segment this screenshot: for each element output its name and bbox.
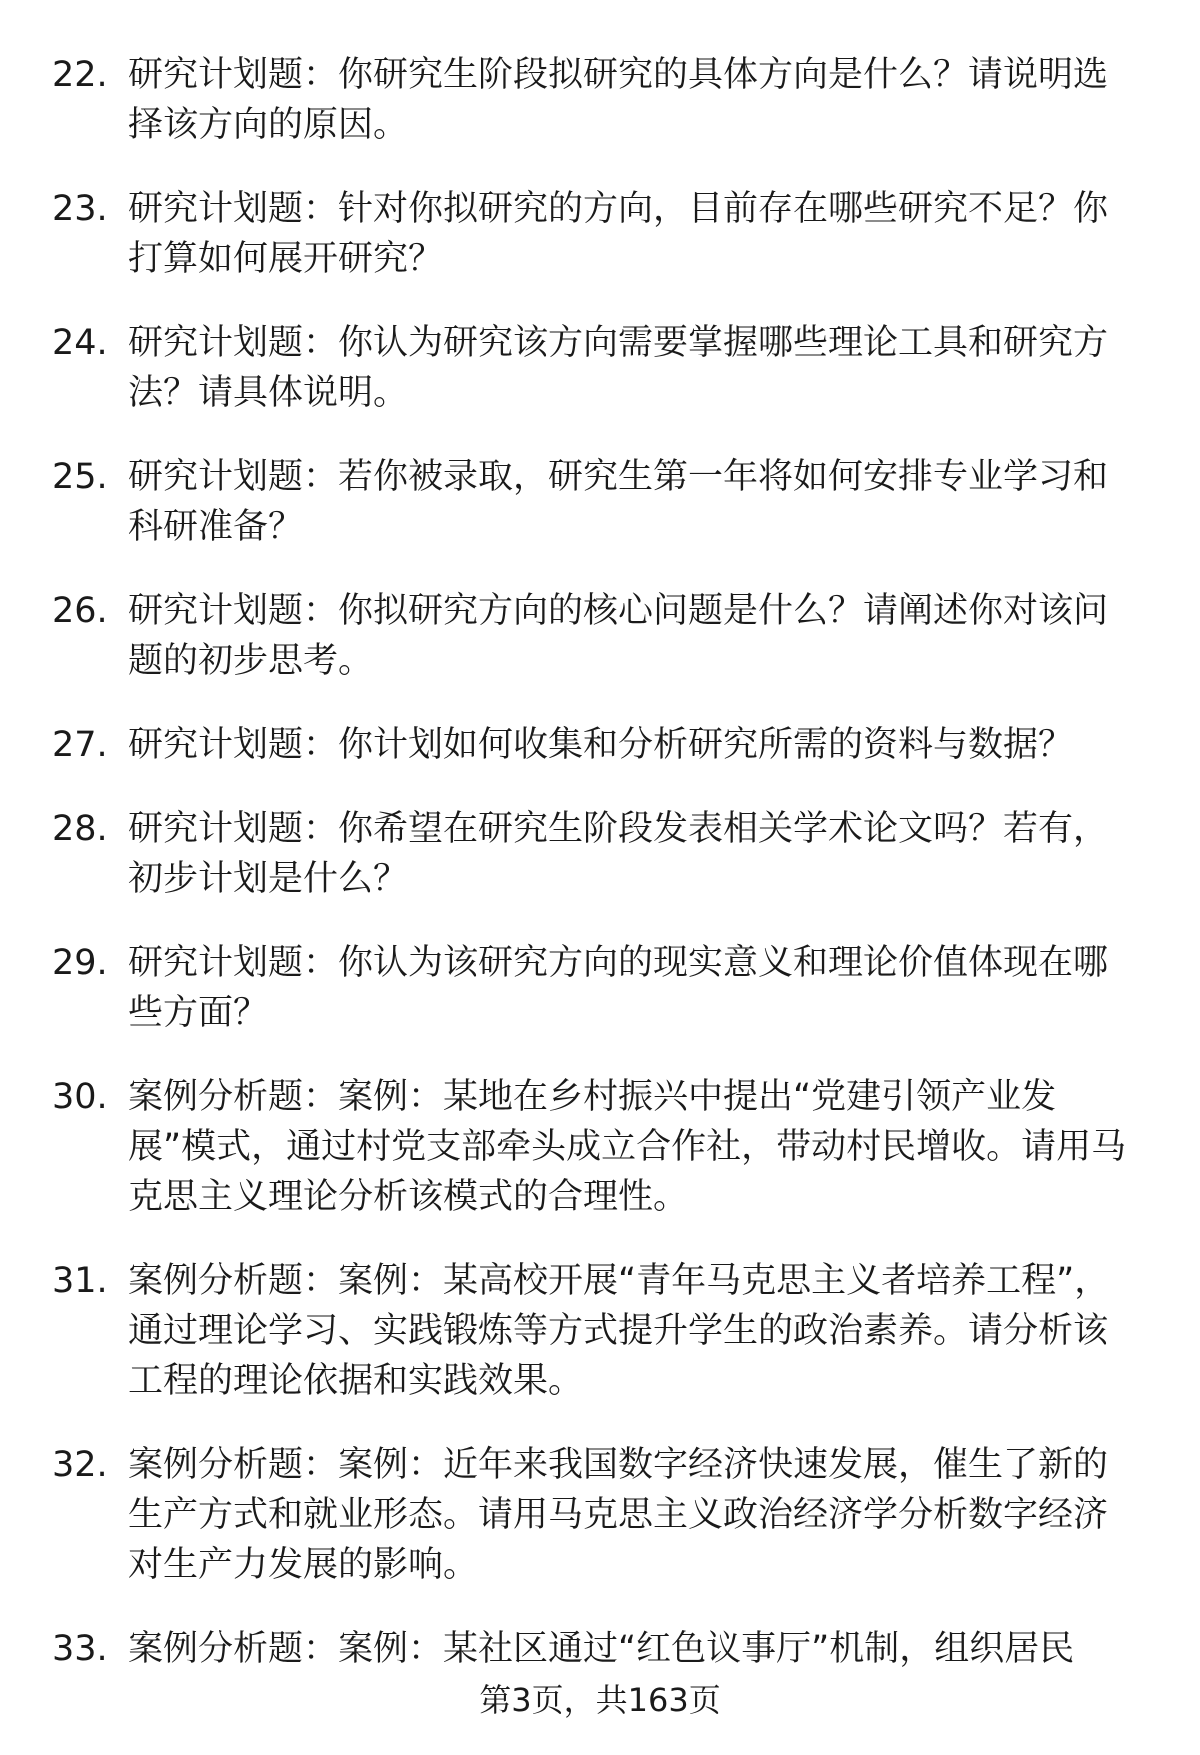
question-number: 31. — [52, 1261, 108, 1301]
question-number: 27. — [52, 725, 108, 765]
question-item — [0, 938, 1200, 1038]
question-text: 研究计划题：你研究生阶段拟研究的具体方向是什么？请说明选择该方向的原因。 — [128, 55, 1109, 145]
question-number: 25. — [52, 457, 108, 497]
page-footer: 第3页，共163页 — [479, 1681, 721, 1719]
question-number: 28. — [52, 809, 108, 849]
question-list — [0, 50, 1200, 1708]
question-item — [0, 586, 1200, 686]
question-text: 案例分析题：案例：某社区通过“红色议事厅”机制，组织居民 — [128, 1629, 1075, 1669]
question-item — [0, 1256, 1200, 1406]
question-number: 30. — [52, 1077, 108, 1117]
question-text: 案例分析题：案例：近年来我国数字经济快速发展，催生了新的生产方式和就业形态。请用马克思主义政治经济学分析数字经济对生产力发展的影响。 — [128, 1445, 1109, 1585]
question-text: 研究计划题：你认为研究该方向需要掌握哪些理论工具和研究方法？请具体说明。 — [128, 323, 1109, 413]
question-text: 研究计划题：你希望在研究生阶段发表相关学术论文吗？若有，初步计划是什么？ — [128, 809, 1109, 899]
question-item — [0, 1624, 1200, 1674]
question-text: 研究计划题：若你被录取，研究生第一年将如何安排专业学习和科研准备？ — [128, 457, 1109, 547]
question-number: 24. — [52, 323, 108, 363]
question-text: 案例分析题：案例：某高校开展“青年马克思主义者培养工程”，通过理论学习、实践锻炼等方式提升学生的政治素养。请分析该工程的理论依据和实践效果。 — [128, 1261, 1110, 1401]
question-item — [0, 184, 1200, 284]
question-number: 32. — [52, 1445, 108, 1485]
question-item — [0, 452, 1200, 552]
question-item — [0, 1440, 1200, 1590]
question-text: 案例分析题：案例：某地在乡村振兴中提出“党建引领产业发展”模式，通过村党支部牵头成立合作社，带动村民增收。请用马克思主义理论分析该模式的合理性。 — [128, 1077, 1127, 1217]
question-number: 33. — [52, 1629, 108, 1669]
question-item — [0, 720, 1200, 770]
question-number: 29. — [52, 943, 108, 983]
question-text: 研究计划题：你拟研究方向的核心问题是什么？请阐述你对该问题的初步思考。 — [128, 591, 1109, 681]
question-text: 研究计划题：你计划如何收集和分析研究所需的资料与数据？ — [128, 725, 1074, 765]
question-number: 22. — [52, 55, 108, 95]
question-number: 23. — [52, 189, 108, 229]
question-text: 研究计划题：针对你拟研究的方向，目前存在哪些研究不足？你打算如何展开研究？ — [128, 189, 1109, 279]
question-text: 研究计划题：你认为该研究方向的现实意义和理论价值体现在哪些方面？ — [128, 943, 1109, 1033]
question-item — [0, 50, 1200, 150]
question-number: 26. — [52, 591, 108, 631]
question-item — [0, 318, 1200, 418]
question-item — [0, 1072, 1200, 1222]
question-item — [0, 804, 1200, 904]
